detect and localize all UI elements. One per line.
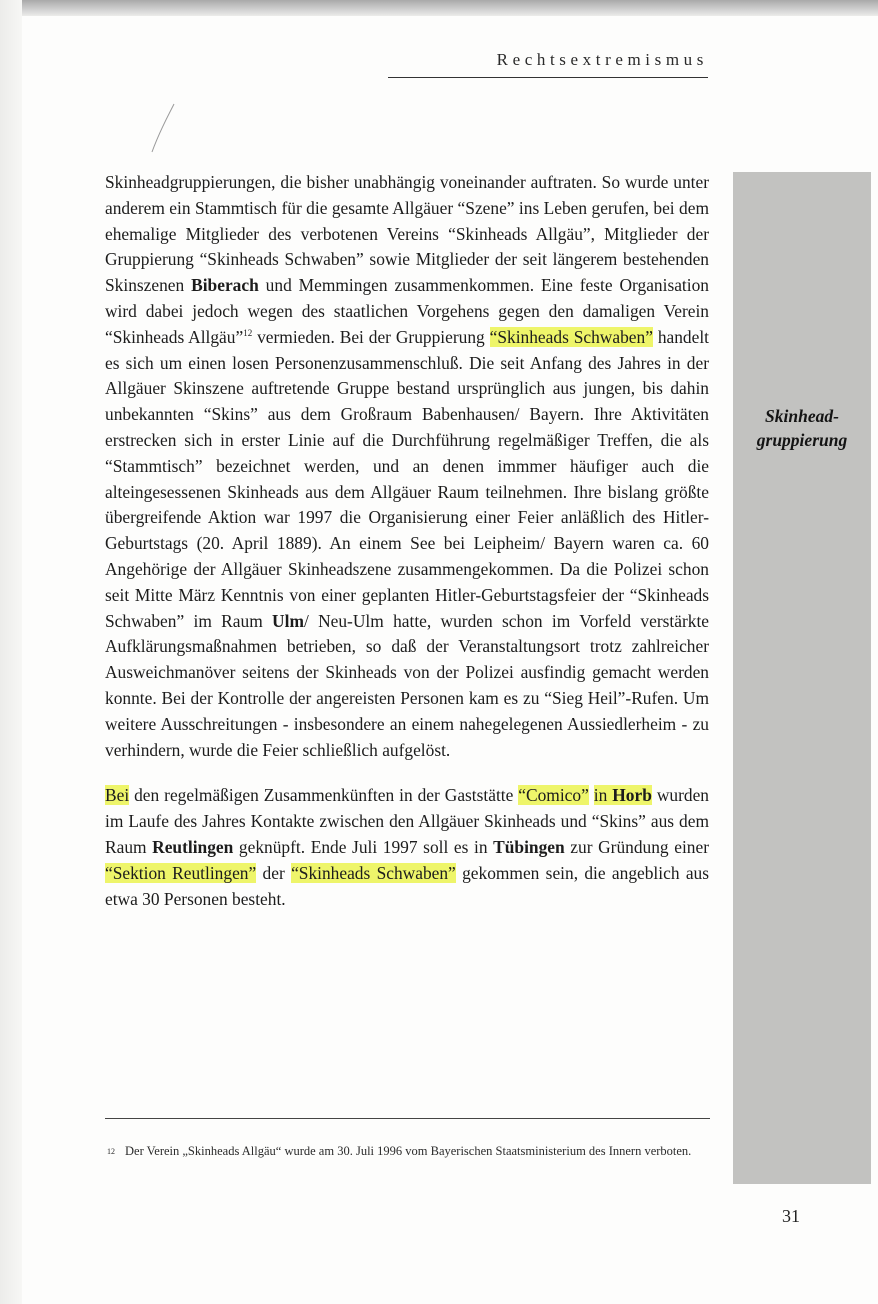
paragraph-2: Bei den regelmäßigen Zusammenkünften in der Gaststätte “Comico” in Horb wurden im Laufe des Jahres Kontakte zwischen den Allgäuer Skinheads und “Skins” aus dem Raum Reutlingen geknüpft. Ende Juli 1997 soll es in Tübingen zur Gründung einer “Sektion Reutlingen” der “Skinheads Schwaben” gekommen sein, die angeblich aus etwa 30 Personen besteht. <box>105 785 710 909</box>
footnote-mark: 12 <box>107 1147 115 1156</box>
margin-note <box>733 404 871 452</box>
place-tuebingen: Tübingen <box>493 836 565 857</box>
place-biberach: Biberach <box>191 275 259 296</box>
footnote-reference: 12 <box>243 327 253 338</box>
highlight-bei: Bei <box>105 785 130 806</box>
place-reutlingen: Reutlingen <box>152 836 234 857</box>
pencil-mark <box>148 102 178 154</box>
footnote <box>107 1142 707 1165</box>
highlight-sektion-reutlingen: “Sektion Reutlingen” <box>105 862 257 883</box>
highlight-comico: “Comico” <box>518 785 589 806</box>
page-number: 31 <box>782 1206 800 1226</box>
paragraph-1: Skinheadgruppierungen, die bisher unabhängig voneinander auftraten. So wurde unter anderem ein Stammtisch für die gesamte Allgäuer “Szene” ins Leben gerufen, bei dem ehemalige Mitglieder des verbotenen Vereins “Skinheads Allgäu”, Mitglieder der Gruppierung “Skinheads Schwaben” sowie Mitglieder der seit längerem bestehenden Skinszenen Biberach und Memmingen zusammenkommen. Eine feste Organisation wird dabei jedoch wegen des staatlichen Vorgehens gegen den damaligen Verein “Skinheads Allgäu”$^{12}$ vermieden. Bei der Gruppierung “Skinheads Schwaben” handelt es sich um einen losen Personenzusammenschluß. Die seit Anfang des Jahres in der Allgäuer Skinszene auftretende Gruppe bestand ursprünglich aus jungen, bis dahin unbekannten “Skins” aus dem Großraum Babenhausen/ Bayern. Ihre Aktivitäten erstrecken sich in erster Linie auf die Durchführung regelmäßiger Treffen, die als “Stammtisch” bezeichnet werden, und an denen immmer häufiger auch die alteingesessenen Skinheads aus dem Allgäuer Raum teilnehmen. Ihre bislang größte übergreifende Aktion war 1997 die Organisierung einer Feier anläßlich des Hitler-Geburtstags (20. April 1889). An einem See bei Leipheim/ Bayern waren ca. 60 Angehörige der Allgäuer Skinheadszene zusammengekommen. Da die Polizei schon seit Mitte März Kenntnis von einer geplanten Hitler-Geburtstagsfeier der “Skinheads Schwaben” im Raum Ulm/ Neu-Ulm hatte, wurden schon im Vorfeld verstärkte Aufklärungsmaßnahmen betrieben, so daß der Veranstaltungsort trotz zahlreicher Ausweichmanöver seitens der Skinheads von der Polizei ausfindig gemacht werden konnte. Bei der Kontrolle der angereisten Personen kam es zu “Sieg Heil”-Rufen. Um weitere Ausschreitungen - insbesondere an einem nahegelegenen Aussiedlerheim - zu verhindern, wurde die Feier schließlich aufgelöst. <box>105 172 709 760</box>
header-rule <box>388 77 708 78</box>
scan-left-edge <box>0 0 22 1304</box>
margin-note-line-1: Skinhead- <box>765 406 839 426</box>
highlight-skinheads-schwaben-2: “Skinheads Schwaben” <box>291 862 456 883</box>
body-text <box>105 170 709 912</box>
place-ulm: Ulm <box>272 610 304 631</box>
highlight-in-horb: in Horb <box>593 785 652 806</box>
highlight-skinheads-schwaben: “Skinheads Schwaben” <box>489 326 653 347</box>
margin-sidebar <box>733 172 871 1184</box>
footnote-text: Der Verein „Skinheads Allgäu“ wurde am 30. Juli 1996 vom Bayerischen Staatsministerium des Innern verboten. <box>125 1144 692 1158</box>
running-head: Rechtsextremismus <box>496 50 708 69</box>
footnote-rule <box>105 1118 710 1119</box>
margin-note-line-2: gruppierung <box>756 430 848 450</box>
place-horb: Horb <box>612 785 652 806</box>
